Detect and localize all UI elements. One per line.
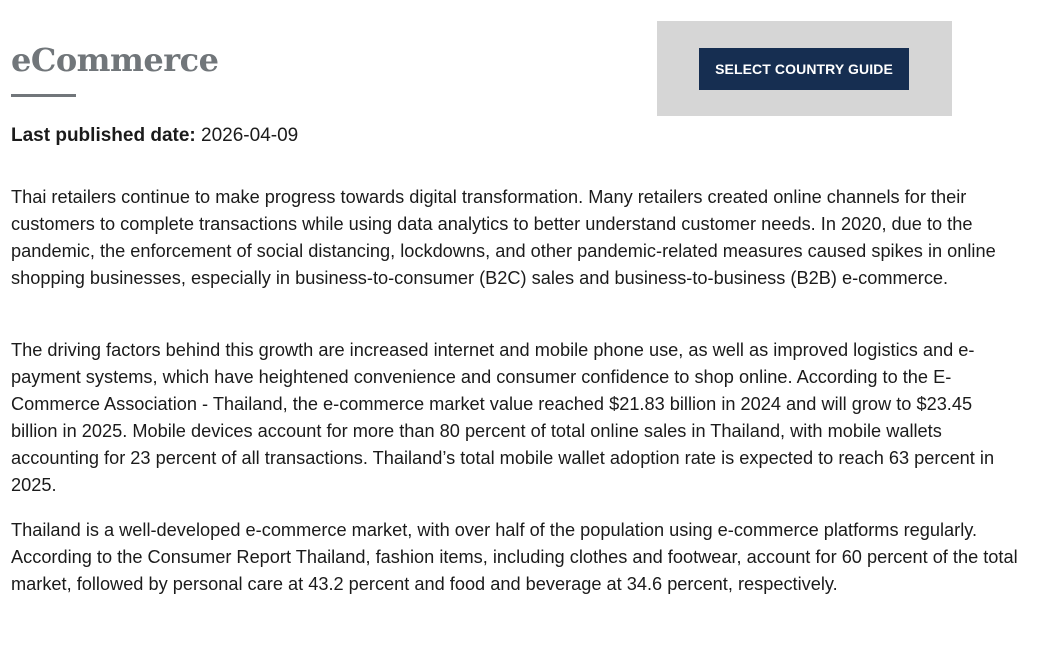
published-date-label: Last published date: bbox=[11, 125, 196, 146]
body-paragraph-3: Thailand is a well-developed e-commerce market, with over half of the population using e-commerce platforms regularly. According to the Consumer Report Thailand, fashion items, including clothes and footwear, account for 60 percent of the total market, followed by personal care at 43.2 percent and food and beverage at 34.6 percent, respectively. bbox=[11, 520, 1018, 594]
published-date-value: 2026-04-09 bbox=[201, 125, 299, 146]
select-country-guide-button[interactable]: SELECT COUNTRY GUIDE bbox=[699, 48, 909, 90]
page-title: eCommerce bbox=[11, 41, 219, 79]
body-paragraph-2: The driving factors behind this growth are increased internet and mobile phone use, as well as improved logistics and e-payment systems, which have heightened convenience and consumer confidence to shop online. According to the E-Commerce Association - Thailand, the e-commerce market value reached $21.83 billion in 2024 and will grow to $23.45 billion in 2025. Mobile devices account for more than 80 percent of total online sales in Thailand, with mobile wallets accounting for 23 percent of all transactions. Thailand’s total mobile wallet adoption rate is expected to reach 63 percent in 2025. bbox=[11, 340, 995, 495]
country-guide-panel bbox=[657, 21, 952, 116]
published-date bbox=[11, 124, 298, 148]
body-paragraph-1: Thai retailers continue to make progress towards digital transformation. Many retailers created online channels for their customers to complete transactions while using data analytics to better understand customer needs. In 2020, due to the pandemic, the enforcement of social distancing, lockdowns, and other pandemic-related measures caused spikes in online shopping businesses, especially in business-to-consumer (B2C) sales and business-to-business (B2B) e-commerce. bbox=[11, 187, 996, 288]
title-underline bbox=[11, 94, 76, 97]
